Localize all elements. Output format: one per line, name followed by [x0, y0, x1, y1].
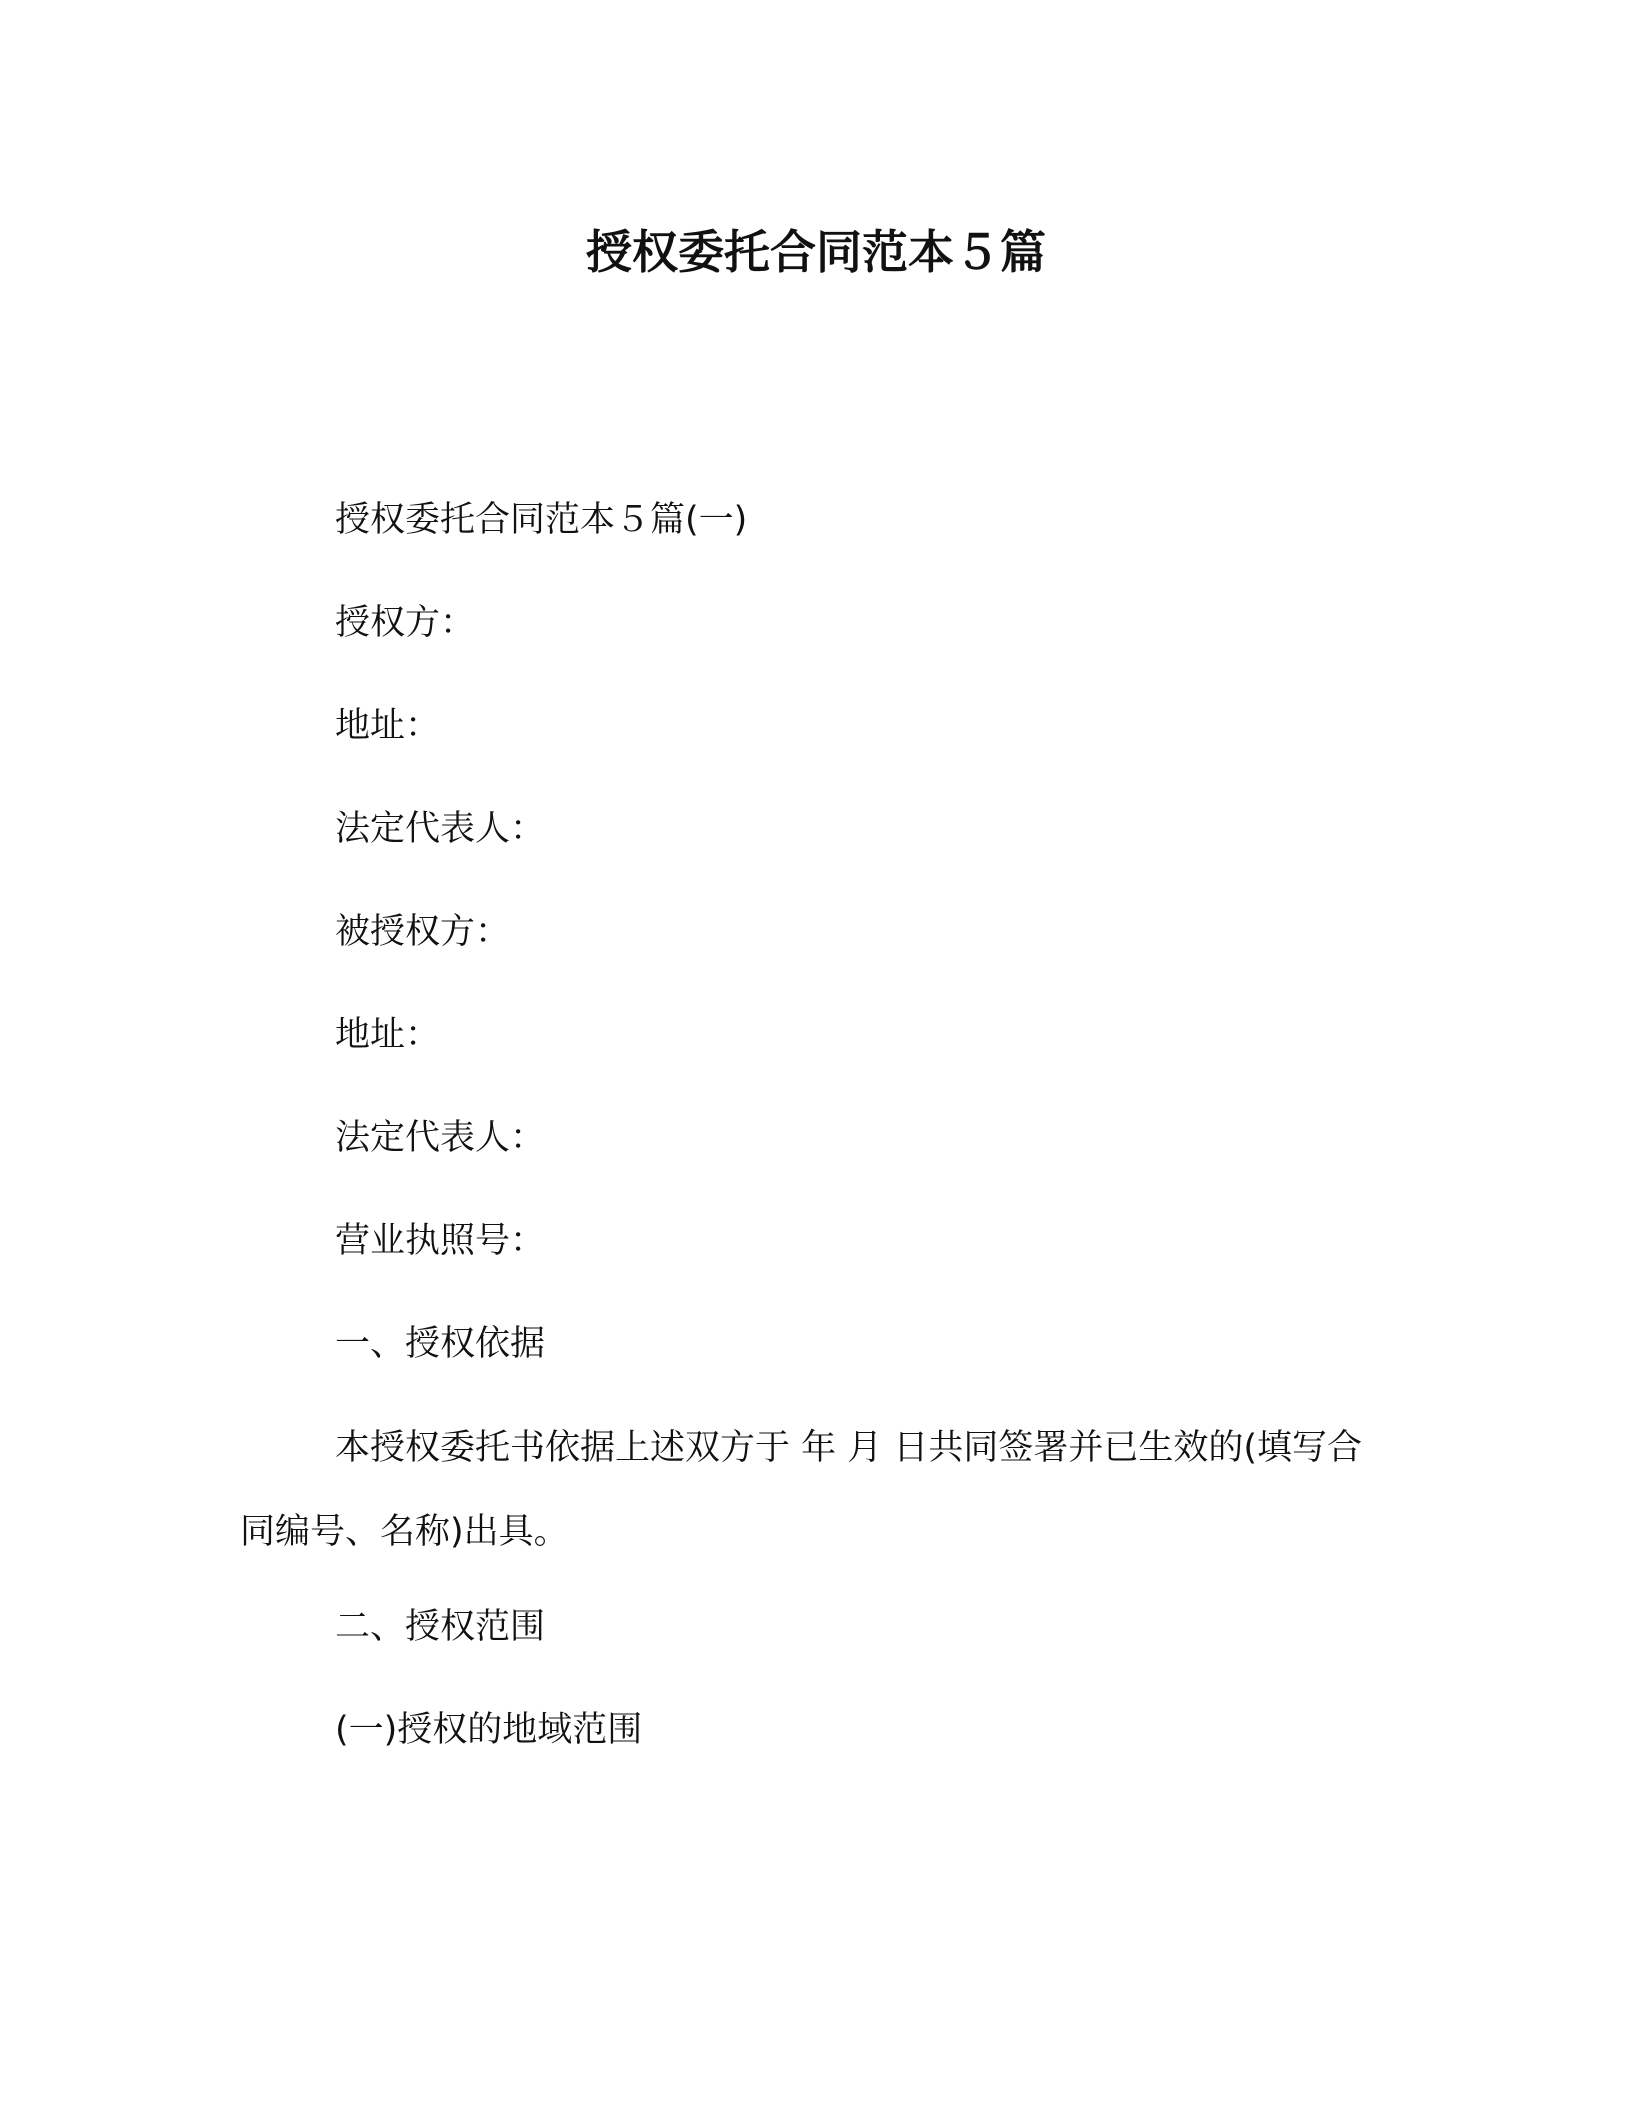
- grantee-address-label: 地址：: [335, 1015, 441, 1055]
- grantor-label: 授权方：: [335, 603, 476, 643]
- grantor-address-label: 地址：: [335, 706, 441, 746]
- grantee-label: 被授权方：: [335, 912, 511, 952]
- section-heading-2: 二、授权范围: [335, 1607, 546, 1647]
- subsection-heading: (一)授权的地域范围: [335, 1710, 643, 1750]
- document-title: 授权委托合同范本５篇: [586, 225, 1046, 279]
- business-license-label: 营业执照号：: [335, 1221, 546, 1261]
- section-heading-1: 一、授权依据: [335, 1324, 546, 1364]
- grantee-legal-rep-label: 法定代表人：: [335, 1118, 546, 1158]
- authorization-basis-paragraph: 本授权委托书依据上述双方于 年 月 日共同签署并已生效的(填写合同编号、名称)出具。: [240, 1428, 1363, 1552]
- subtitle: 授权委托合同范本５篇(一): [335, 500, 748, 540]
- grantor-legal-rep-label: 法定代表人：: [335, 809, 546, 849]
